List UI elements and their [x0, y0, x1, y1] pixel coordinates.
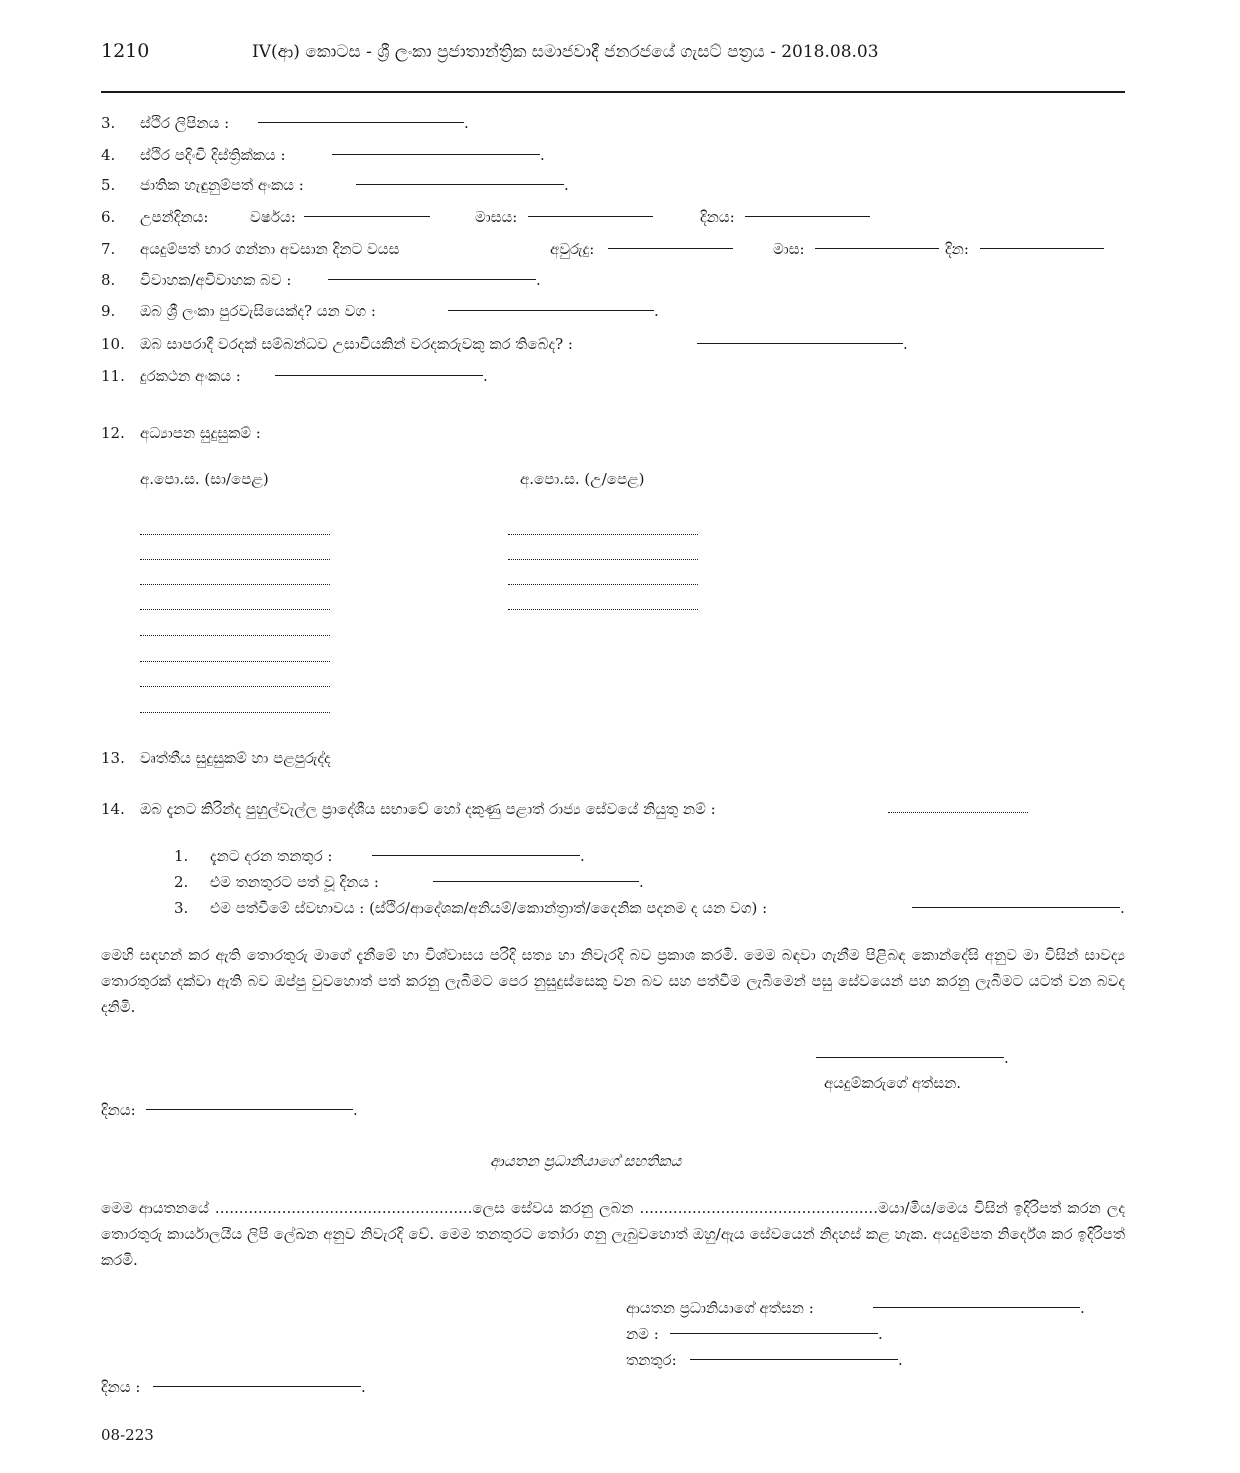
phone-number-line[interactable]: [275, 375, 483, 376]
applicant-date-line[interactable]: [146, 1109, 353, 1110]
birth-day-line[interactable]: [745, 216, 870, 217]
year-label: වර්ෂය:: [250, 208, 296, 226]
head-signature-line[interactable]: [873, 1307, 1080, 1308]
birth-year-line[interactable]: [304, 216, 430, 217]
field-number: 4.: [101, 146, 116, 164]
page-number: 1210: [101, 40, 150, 62]
certificate-title: ආයතන ප්‍රධානියාගේ සහතිකය: [490, 1152, 682, 1170]
permanent-district-line[interactable]: [332, 154, 540, 155]
line-end-dot: .: [1004, 1049, 1009, 1067]
sub-item-number: 3.: [174, 899, 189, 917]
appointment-nature-line[interactable]: [912, 907, 1120, 908]
day-label: දිනය:: [700, 208, 735, 226]
head-signature-label: ආයතන ප්‍රධානියාගේ අත්සන :: [626, 1299, 814, 1317]
ol-column-heading: අ.පො.ස. (සා/පෙළ): [140, 470, 269, 488]
line-end-dot: .: [353, 1101, 358, 1119]
current-position-line[interactable]: [372, 855, 580, 856]
head-date-line[interactable]: [153, 1386, 361, 1387]
days-label: දින:: [945, 240, 969, 258]
ol-result-line[interactable]: [140, 712, 330, 713]
head-position-label: තනතුර:: [626, 1351, 677, 1369]
criminal-conviction-line[interactable]: [697, 343, 903, 344]
al-column-heading: අ.පො.ස. (උ/පෙළ): [520, 470, 645, 488]
citizenship-line[interactable]: [448, 310, 654, 311]
al-result-line[interactable]: [508, 559, 698, 560]
appointment-date-line[interactable]: [433, 881, 639, 882]
field-label: ඔබ ශ්‍රී ලංකා පුරවැසියෙක්ද? යන වග :: [140, 302, 376, 320]
education-label: අධ්‍යාපන සුදුසුකම් :: [140, 424, 261, 442]
line-end-dot: .: [1080, 1299, 1085, 1317]
field-number: 3.: [101, 114, 116, 132]
ol-result-line[interactable]: [140, 609, 330, 610]
line-end-dot: .: [361, 1378, 366, 1396]
sub-item-number: 1.: [174, 847, 189, 865]
field-label: ස්ථිර පදිංචි දිස්ත්‍රික්කය :: [140, 146, 286, 164]
birth-month-line[interactable]: [528, 216, 653, 217]
line-end-dot: .: [654, 302, 659, 320]
field-label: වෘත්තීය සුදුසුකම් හා පළපුරුද්ද: [140, 749, 331, 767]
head-name-line[interactable]: [670, 1333, 878, 1334]
months-label: මාස:: [773, 240, 805, 258]
field-number: 9.: [101, 302, 116, 320]
field-label: ඔබ සාපරාදී වරදක් සම්බන්ධව උසාවියකින් වරදකරුවකු කර තිබේද? :: [140, 335, 573, 353]
al-result-line[interactable]: [508, 534, 698, 535]
line-end-dot: .: [540, 146, 545, 164]
al-result-line[interactable]: [508, 609, 698, 610]
field-label: දුරකථන අංකය :: [140, 367, 241, 385]
field-number: 14.: [101, 800, 125, 818]
ol-result-line[interactable]: [140, 635, 330, 636]
head-name-label: නම :: [626, 1325, 659, 1343]
field-number: 12.: [101, 424, 125, 442]
current-position-label: දැනට දරන තනතුර :: [210, 847, 333, 865]
month-label: මාසය:: [475, 208, 518, 226]
appointment-date-label: එම තනතුරට පත් වූ දිනය :: [210, 873, 379, 891]
line-end-dot: .: [483, 367, 488, 385]
ol-result-line[interactable]: [140, 534, 330, 535]
field-label: ස්ථිර ලිපිනය :: [140, 114, 230, 132]
applicant-date-label: දිනය:: [101, 1101, 136, 1119]
gazette-header-title: IV(ආ) කොටස - ශ්‍රී ලංකා ප්‍රජාතාන්ත්‍රික සමාජවාදී ජනරජයේ ගැසට් පත්‍රය - 2018.08.03: [252, 42, 879, 62]
declaration-paragraph: මෙහි සඳහන් කර ඇති තොරතුරු මාගේ දැනීමේ හා විශ්වාසය පරිදි සත්‍ය හා නිවැරදි බව ප්‍රකාශ කරමි. මෙම බඳවා ගැනීම පිළිබඳ කොන්දේසි අනුව මා විසින් සාවද්‍ය තොරතුරක් දක්වා ඇති බව ඔප්පු වුවහොත් පත් කරනු ලැබීමට පෙර නුසුදුස්සෙකු වන බව සහ පත්වීම ලැබීමෙන් පසු සේවයෙන් පහ කරනු ලැබීමට යටත් වන බවද දනිමි.: [101, 946, 1125, 1016]
line-end-dot: .: [464, 114, 469, 132]
al-result-line[interactable]: [508, 584, 698, 585]
ol-result-line[interactable]: [140, 661, 330, 662]
certificate-paragraph: මෙම ආයතනයේ ......................................................ලෙස සේවය කරනු ලබන ..................................................මයා/මිය/මෙය විසින් ඉදිරිපත් කරන ලද තොරතුරු කාර්යාලයීය ලිපි ලේඛන අනුව නිවැරදි වේ. මෙම තනතුරට තෝරා ගනු ලැබුවහොත් ඔහු/ඇය සේවයෙන් නිදහස් කළ හැක. අයදුම්පත නිර්දේශ කර ඉදිරිපත් කරමි.: [101, 1199, 1125, 1269]
ol-result-line[interactable]: [140, 584, 330, 585]
applicant-signature-label: අයදුම්කරුගේ අත්සන.: [824, 1074, 962, 1092]
footer-code: 08-223: [101, 1426, 154, 1444]
line-end-dot: .: [564, 176, 569, 194]
applicant-signature-line[interactable]: [816, 1057, 1004, 1058]
field-number: 6.: [101, 208, 116, 226]
field-number: 10.: [101, 335, 125, 353]
sub-item-number: 2.: [174, 873, 189, 891]
line-end-dot: .: [580, 847, 585, 865]
field-label: විවාහක/අවිවාහක බව :: [140, 271, 292, 289]
age-years-line[interactable]: [608, 248, 733, 249]
permanent-address-line[interactable]: [258, 122, 464, 123]
line-end-dot: .: [1120, 899, 1125, 917]
field-label: අයදුම්පත් භාර ගන්නා අවසාන දිනට වයස: [140, 240, 400, 258]
marital-status-line[interactable]: [328, 279, 536, 280]
head-position-line[interactable]: [690, 1359, 898, 1360]
employment-dotted-line[interactable]: [888, 812, 1028, 813]
field-label: ජාතික හැඳුනුම්පත් අංකය :: [140, 176, 304, 194]
employment-label: ඔබ දැනට කිරින්ද පුහුල්වැල්ල ප්‍රාදේශීය සභාවේ හෝ දකුණු පළාත් රාජ්‍ය සේවයේ නියුතු නම් :: [140, 800, 716, 818]
nic-number-line[interactable]: [356, 184, 564, 185]
field-label: උපන්දිනය:: [140, 208, 209, 226]
line-end-dot: .: [878, 1325, 883, 1343]
field-number: 11.: [101, 367, 125, 385]
head-date-label: දිනය :: [101, 1378, 141, 1396]
age-days-line[interactable]: [980, 248, 1104, 249]
field-number: 5.: [101, 176, 116, 194]
line-end-dot: .: [536, 271, 541, 289]
age-months-line[interactable]: [815, 248, 939, 249]
header-rule: [101, 91, 1125, 93]
appointment-nature-label: එම පත්වීමේ ස්වභාවය : (ස්ථිර/ආදේශක/අනියම්/කොන්ත්‍රාත්/දෛනික පදනම ද යන වග) :: [210, 899, 768, 917]
field-number: 8.: [101, 271, 116, 289]
years-label: අවුරුදු:: [550, 240, 595, 258]
line-end-dot: .: [639, 873, 644, 891]
field-number: 13.: [101, 749, 125, 767]
ol-result-line[interactable]: [140, 686, 330, 687]
line-end-dot: .: [903, 335, 908, 353]
ol-result-line[interactable]: [140, 559, 330, 560]
line-end-dot: .: [898, 1351, 903, 1369]
field-number: 7.: [101, 240, 116, 258]
